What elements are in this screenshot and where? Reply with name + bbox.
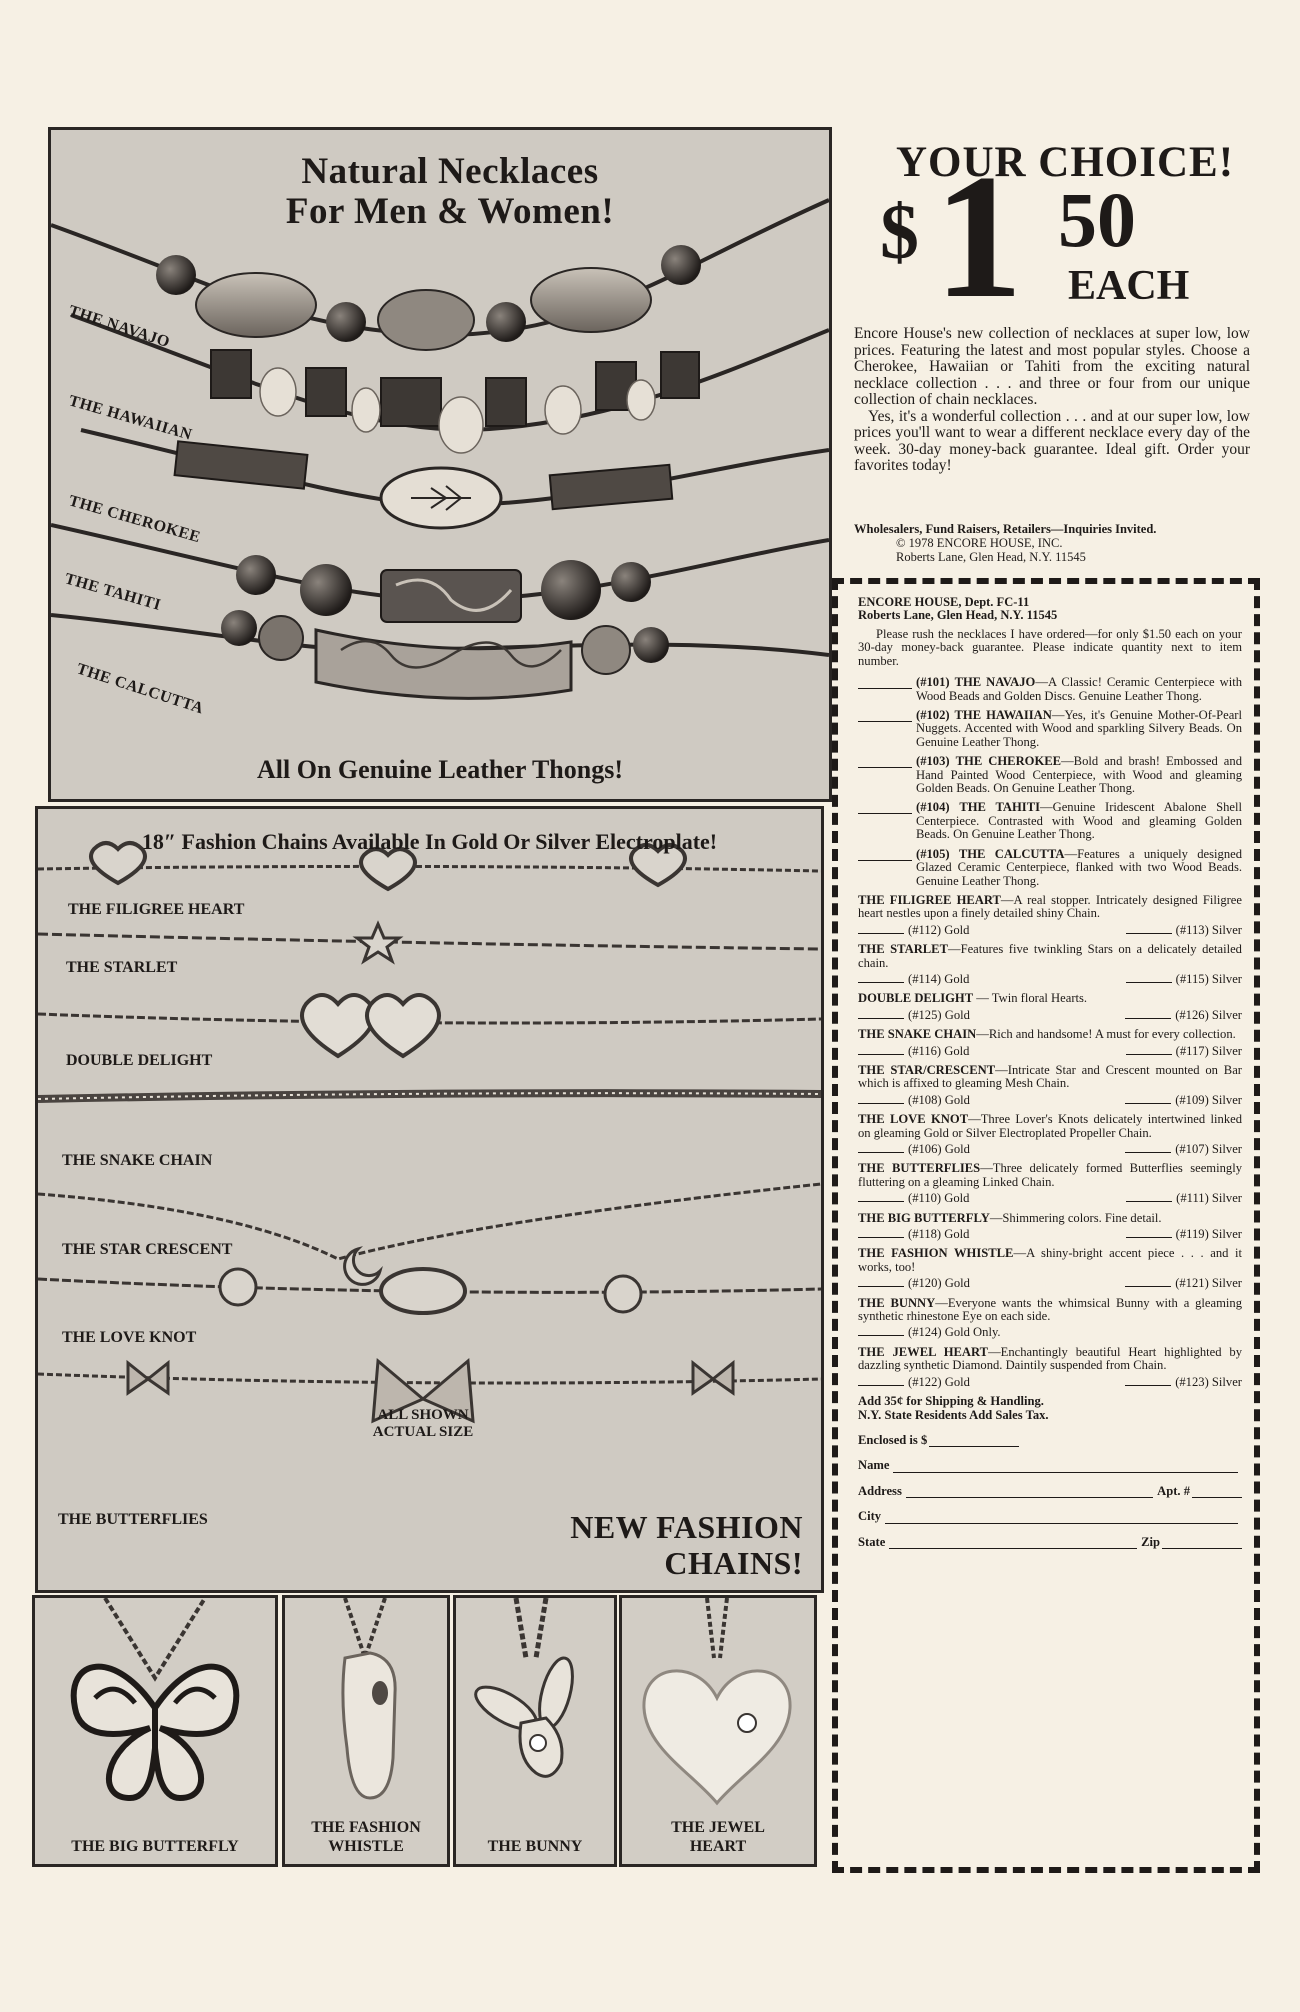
quantity-blank[interactable]	[858, 1275, 904, 1287]
order-item-chain: THE FILIGREE HEART—A real stopper. Intricately designed Filigree heart nestles upon a finely detailed shiny Chain. (#112) Gold (#113) Silver	[858, 892, 1242, 937]
order-item-chain: THE BUTTERFLIES—Three delicately formed Butterflies seemingly fluttering on a gleaming Linked Chain. (#110) Gold (#111) Silver	[858, 1161, 1242, 1206]
order-item-natural: (#103) THE CHEROKEE—Bold and brash! Embossed and Hand Painted Wood Centerpiece, with Wood and gleaming Golden Beads. On Genuine Leather Thong.	[858, 755, 1242, 795]
order-item-chain: THE FASHION WHISTLE—A shiny-bright accent piece . . . and it works, too! (#120) Gold (#121) Silver	[858, 1246, 1242, 1291]
chain-label-love-knot: THE LOVE KNOT	[62, 1329, 197, 1346]
quantity-blank[interactable]	[858, 1141, 904, 1153]
chain-label-butterflies: THE BUTTERFLIES	[58, 1511, 208, 1528]
quantity-blank[interactable]	[858, 1190, 904, 1202]
order-item-chain: THE STARLET—Features five twinkling Stars on a delicately detailed chain. (#114) Gold (#115) Silver	[858, 942, 1242, 986]
order-item-chain: THE BIG BUTTERFLY—Shimmering colors. Fine detail. (#118) Gold (#119) Silver	[858, 1210, 1242, 1242]
quantity-blank[interactable]	[1125, 1092, 1171, 1104]
pendant-label: THE BIG BUTTERFLY	[71, 1838, 239, 1855]
necklace-panel-title: Natural Necklaces For Men & Women!	[285, 151, 615, 232]
order-item-chain: THE JEWEL HEART—Enchantingly beautiful Heart highlighted by dazzling synthetic Diamond. Daintily suspended from Chain. (#122) Gold (#123) Silver	[858, 1344, 1242, 1389]
quantity-blank[interactable]	[1125, 1275, 1171, 1287]
company-info: Wholesalers, Fund Raisers, Retailers—Inquiries Invited. © 1978 ENCORE HOUSE, INC. Roberts Lane, Glen Head, N.Y. 11545	[854, 522, 1157, 564]
chain-label-double-delight: DOUBLE DELIGHT	[66, 1052, 213, 1069]
chain-label-snake-chain: THE SNAKE CHAIN	[62, 1152, 213, 1169]
quantity-blank[interactable]	[858, 922, 904, 934]
quantity-blank[interactable]	[1126, 1190, 1172, 1202]
quantity-blank[interactable]	[1125, 1374, 1171, 1386]
order-item-chain: DOUBLE DELIGHT — Twin floral Hearts. (#125) Gold (#126) Silver	[858, 991, 1242, 1022]
coupon-address: Roberts Lane, Glen Head, N.Y. 11545	[858, 608, 1058, 622]
chain-order-list	[858, 894, 1242, 1389]
strand-label-cherokee: THE CHEROKEE	[66, 492, 203, 547]
fashion-chains-panel	[35, 806, 824, 1593]
ad-copy: Encore House's new collection of necklaces at super low, low prices. Featuring the latest and most popular styles. Choose a Cherokee, Hawaiian or Tahiti from the exciting natural necklace collection . . . and three or four from our unique collection of chain necklaces. Yes, it's a wonderful collection . . . and at our super low, low prices you'll want to wear a different necklace every day of the week. 30-day money-back guarantee. Ideal gift. Order your favorites today!	[854, 325, 1250, 474]
pendant-jewel-heart	[619, 1595, 817, 1867]
strand-label-tahiti: THE TAHITI	[62, 570, 163, 615]
quantity-blank[interactable]	[858, 676, 912, 689]
order-item-natural: (#101) THE NAVAJO—A Classic! Ceramic Centerpiece with Wood Beads and Golden Discs. Genuine Leather Thong.	[858, 676, 1242, 703]
address-field[interactable]: Address Apt. #	[858, 1485, 1242, 1498]
coupon-intro: Please rush the necklaces I have ordered—for only $1.50 each on your 30-day money-back guarantee. Please indicate quantity next to item number.	[858, 627, 1242, 668]
quantity-blank[interactable]	[858, 1374, 904, 1386]
actual-size-note: ALL SHOWN ACTUAL SIZE	[372, 1407, 474, 1440]
pendant-fashion-whistle	[282, 1595, 450, 1867]
state-zip-field[interactable]: State Zip	[858, 1536, 1242, 1549]
pendant-label: THE BUNNY	[487, 1838, 583, 1855]
order-coupon	[832, 578, 1260, 1873]
quantity-blank[interactable]	[858, 1007, 904, 1019]
butterfly-icon	[35, 1598, 275, 1864]
quantity-blank[interactable]	[1126, 922, 1172, 934]
quantity-blank[interactable]	[858, 1092, 904, 1104]
order-item-natural: (#104) THE TAHITI—Genuine Iridescent Abalone Shell Centerpiece. Contrasted with Wood and gleaming Golden Beads. On Genuine Leather Thong.	[858, 801, 1242, 841]
order-item-natural: (#102) THE HAWAIIAN—Yes, it's Genuine Mother-Of-Pearl Nuggets. Accented with Wood and sparkling Silvery Beads. On Genuine Leather Thong.	[858, 709, 1242, 749]
quantity-blank[interactable]	[1126, 1043, 1172, 1055]
order-item-chain: THE LOVE KNOT—Three Lover's Knots delicately intertwined linked on gleaming Gold or Silver Electroplated Propeller Chain. (#106) Gold (#107) Silver	[858, 1112, 1243, 1156]
strand-label-navajo: THE NAVAJO	[66, 302, 172, 352]
chain-label-filigree-heart: THE FILIGREE HEART	[68, 901, 245, 918]
order-item-natural: (#105) THE CALCUTTA—Features a uniquely designed Glazed Ceramic Centerpiece, flanked with two Wood Beads. Genuine Leather Thong.	[858, 848, 1242, 888]
quantity-blank[interactable]	[858, 801, 912, 814]
order-item-chain: THE BUNNY—Everyone wants the whimsical Bunny with a gleaming synthetic rhinestone Eye on each side. (#124) Gold Only.	[858, 1295, 1242, 1340]
name-field[interactable]: Name	[858, 1459, 1242, 1472]
strand-label-hawaiian: THE HAWAIIAN	[66, 392, 194, 444]
bunny-icon	[456, 1598, 614, 1864]
quantity-blank[interactable]	[1126, 971, 1172, 983]
order-item-chain: THE SNAKE CHAIN—Rich and handsome! A must for every collection. (#116) Gold (#117) Silver	[858, 1027, 1242, 1058]
strand-label-calcutta: THE CALCUTTA	[74, 660, 206, 718]
pendant-label: THE FASHION WHISTLE	[311, 1819, 421, 1855]
quantity-blank[interactable]	[1125, 1141, 1171, 1153]
enclosed-field[interactable]: Enclosed is $	[858, 1434, 1242, 1447]
pendant-big-butterfly	[32, 1595, 278, 1867]
quantity-blank[interactable]	[858, 971, 904, 983]
quantity-blank[interactable]	[858, 1043, 904, 1055]
quantity-blank[interactable]	[858, 1324, 904, 1336]
tax-note: N.Y. State Residents Add Sales Tax.	[858, 1407, 1049, 1422]
pendant-label: THE JEWEL HEART	[671, 1819, 765, 1855]
quantity-blank[interactable]	[858, 848, 912, 861]
your-choice-heading: YOUR CHOICE!	[895, 139, 1235, 186]
quantity-blank[interactable]	[1126, 1226, 1172, 1238]
chains-panel-title: 18″ Fashion Chains Available In Gold Or Silver Electroplate!	[141, 829, 718, 854]
necklace-panel-footer: All On Genuine Leather Thongs!	[257, 755, 623, 784]
natural-necklaces-panel	[48, 127, 832, 802]
order-item-chain: THE STAR/CRESCENT—Intricate Star and Crescent mounted on Bar which is affixed to gleaming Mesh Chain. (#108) Gold (#109) Silver	[858, 1062, 1242, 1107]
coupon-company: ENCORE HOUSE, Dept. FC-11	[858, 595, 1030, 609]
shipping-note: Add 35¢ for Shipping & Handling.	[858, 1394, 1044, 1409]
chain-label-star-crescent: THE STAR CRESCENT	[62, 1241, 233, 1258]
quantity-blank[interactable]	[1125, 1007, 1171, 1019]
quantity-blank[interactable]	[858, 709, 912, 722]
chains-photo	[38, 809, 821, 1590]
quantity-blank[interactable]	[858, 755, 912, 768]
natural-necklace-order-list	[858, 676, 1242, 888]
pendant-bunny	[453, 1595, 617, 1867]
price-display: $ 1 50 EACH	[880, 137, 1190, 335]
quantity-blank[interactable]	[858, 1226, 904, 1238]
chain-label-starlet: THE STARLET	[66, 959, 178, 976]
city-field[interactable]: City	[858, 1510, 1242, 1523]
new-fashion-chains-heading: NEW FASHION CHAINS!	[570, 1509, 803, 1581]
